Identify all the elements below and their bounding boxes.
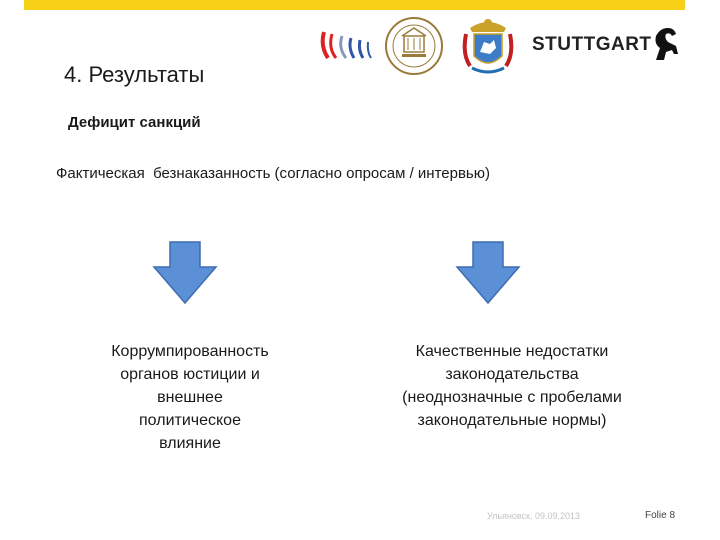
slide-title: 4. Результаты [64, 62, 205, 87]
left-outcome-line: влияние [159, 435, 221, 452]
right-outcome-text [362, 340, 662, 432]
right-outcome-line: законодательные нормы) [417, 412, 607, 429]
right-outcome-line: (неоднозначные с пробелами [402, 389, 622, 406]
down-arrow-left-icon [152, 241, 218, 305]
down-arrow-right-icon [455, 241, 521, 305]
left-outcome-line: Коррумпированность [111, 343, 269, 360]
left-outcome-line: политическое [139, 412, 241, 429]
university-seal-icon [384, 16, 444, 76]
stuttgart-logo-text: STUTTGART [532, 34, 652, 55]
top-accent-bar [24, 0, 685, 10]
footer-date: Ульяновск, 09.09.2013 [487, 511, 581, 521]
left-outcome-text [72, 340, 308, 455]
stuttgart-horse-icon [648, 24, 682, 64]
right-outcome-line: Качественные недостатки [415, 343, 609, 360]
left-outcome-line: органов юстиции и [120, 366, 260, 383]
header-logos [318, 14, 688, 78]
coat-of-arms-icon [460, 14, 516, 78]
institution-logo-icon [318, 26, 378, 64]
right-outcome-line: законодательства [445, 366, 579, 383]
left-outcome-line: внешнее [157, 389, 223, 406]
slide-subtitle: Дефицит санкций [68, 114, 201, 131]
statement-text: Фактическая безнаказанность (согласно опросам / интервью) [56, 165, 490, 182]
footer-page-number: Folie 8 [645, 510, 676, 521]
